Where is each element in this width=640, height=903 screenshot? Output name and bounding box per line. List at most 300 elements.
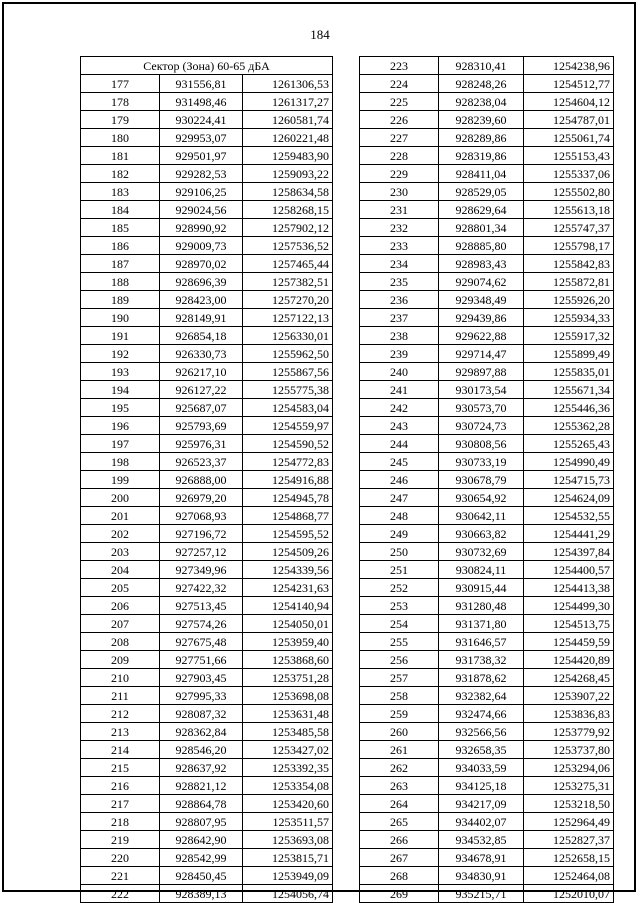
x-coordinate-cell: 934402,07 bbox=[439, 813, 524, 831]
x-coordinate-cell: 926127,22 bbox=[160, 381, 243, 399]
point-number-cell: 178 bbox=[81, 93, 160, 111]
x-coordinate-cell: 928642,90 bbox=[160, 831, 243, 849]
x-coordinate-cell: 932658,35 bbox=[439, 741, 524, 759]
point-number-cell: 234 bbox=[360, 255, 439, 273]
y-coordinate-cell: 1253836,83 bbox=[524, 705, 614, 723]
x-coordinate-cell: 926979,20 bbox=[160, 489, 243, 507]
x-coordinate-cell: 929074,62 bbox=[439, 273, 524, 291]
point-number-cell: 212 bbox=[81, 705, 160, 723]
x-coordinate-cell: 927995,33 bbox=[160, 687, 243, 705]
y-coordinate-cell: 1255671,34 bbox=[524, 381, 614, 399]
y-coordinate-cell: 1257465,44 bbox=[243, 255, 333, 273]
point-number-cell: 207 bbox=[81, 615, 160, 633]
y-coordinate-cell: 1254397,84 bbox=[524, 543, 614, 561]
table-row bbox=[81, 129, 333, 147]
table-row bbox=[81, 201, 333, 219]
table-row bbox=[81, 759, 333, 777]
y-coordinate-cell: 1254050,01 bbox=[243, 615, 333, 633]
point-number-cell: 213 bbox=[81, 723, 160, 741]
y-coordinate-cell: 1257382,51 bbox=[243, 273, 333, 291]
y-coordinate-cell: 1253751,28 bbox=[243, 669, 333, 687]
y-coordinate-cell: 1254532,55 bbox=[524, 507, 614, 525]
table-row bbox=[360, 867, 614, 885]
y-coordinate-cell: 1253275,31 bbox=[524, 777, 614, 795]
table-row bbox=[360, 237, 614, 255]
table-row bbox=[81, 741, 333, 759]
x-coordinate-cell: 929024,56 bbox=[160, 201, 243, 219]
point-number-cell: 223 bbox=[360, 57, 439, 75]
table-row bbox=[81, 543, 333, 561]
point-number-cell: 211 bbox=[81, 687, 160, 705]
table-row bbox=[360, 651, 614, 669]
x-coordinate-cell: 931738,32 bbox=[439, 651, 524, 669]
y-coordinate-cell: 1254559,97 bbox=[243, 417, 333, 435]
x-coordinate-cell: 929953,07 bbox=[160, 129, 243, 147]
y-coordinate-cell: 1254400,57 bbox=[524, 561, 614, 579]
point-number-cell: 215 bbox=[81, 759, 160, 777]
table-row bbox=[360, 741, 614, 759]
x-coordinate-cell: 930724,73 bbox=[439, 417, 524, 435]
y-coordinate-cell: 1254231,63 bbox=[243, 579, 333, 597]
x-coordinate-cell: 928801,34 bbox=[439, 219, 524, 237]
point-number-cell: 210 bbox=[81, 669, 160, 687]
point-number-cell: 239 bbox=[360, 345, 439, 363]
x-coordinate-cell: 930224,41 bbox=[160, 111, 243, 129]
point-number-cell: 240 bbox=[360, 363, 439, 381]
point-number-cell: 250 bbox=[360, 543, 439, 561]
table-row bbox=[360, 201, 614, 219]
x-coordinate-cell: 928637,92 bbox=[160, 759, 243, 777]
y-coordinate-cell: 1257270,20 bbox=[243, 291, 333, 309]
table-row bbox=[360, 75, 614, 93]
y-coordinate-cell: 1254509,26 bbox=[243, 543, 333, 561]
point-number-cell: 200 bbox=[81, 489, 160, 507]
table-row bbox=[81, 435, 333, 453]
point-number-cell: 228 bbox=[360, 147, 439, 165]
point-number-cell: 204 bbox=[81, 561, 160, 579]
table-row bbox=[360, 111, 614, 129]
point-number-cell: 183 bbox=[81, 183, 160, 201]
y-coordinate-cell: 1252658,15 bbox=[524, 849, 614, 867]
y-coordinate-cell: 1253631,48 bbox=[243, 705, 333, 723]
x-coordinate-cell: 925793,69 bbox=[160, 417, 243, 435]
y-coordinate-cell: 1254413,38 bbox=[524, 579, 614, 597]
coordinates-table-left bbox=[80, 56, 333, 903]
x-coordinate-cell: 930654,92 bbox=[439, 489, 524, 507]
y-coordinate-cell: 1253511,57 bbox=[243, 813, 333, 831]
x-coordinate-cell: 925687,07 bbox=[160, 399, 243, 417]
y-coordinate-cell: 1256330,01 bbox=[243, 327, 333, 345]
table-row bbox=[81, 345, 333, 363]
y-coordinate-cell: 1258268,15 bbox=[243, 201, 333, 219]
y-coordinate-cell: 1255747,37 bbox=[524, 219, 614, 237]
y-coordinate-cell: 1254590,52 bbox=[243, 435, 333, 453]
table-row bbox=[360, 507, 614, 525]
x-coordinate-cell: 928542,99 bbox=[160, 849, 243, 867]
table-row bbox=[360, 561, 614, 579]
table-row bbox=[360, 849, 614, 867]
y-coordinate-cell: 1254056,74 bbox=[243, 885, 333, 903]
y-coordinate-cell: 1255265,43 bbox=[524, 435, 614, 453]
table-row bbox=[360, 471, 614, 489]
table-row bbox=[360, 885, 614, 903]
table-row bbox=[81, 651, 333, 669]
x-coordinate-cell: 931878,62 bbox=[439, 669, 524, 687]
y-coordinate-cell: 1254604,12 bbox=[524, 93, 614, 111]
y-coordinate-cell: 1254420,89 bbox=[524, 651, 614, 669]
point-number-cell: 222 bbox=[81, 885, 160, 903]
point-number-cell: 231 bbox=[360, 201, 439, 219]
table-row bbox=[81, 147, 333, 165]
y-coordinate-cell: 1254238,96 bbox=[524, 57, 614, 75]
table-row bbox=[81, 255, 333, 273]
y-coordinate-cell: 1253218,50 bbox=[524, 795, 614, 813]
y-coordinate-cell: 1253959,40 bbox=[243, 633, 333, 651]
y-coordinate-cell: 1253779,92 bbox=[524, 723, 614, 741]
table-row bbox=[360, 327, 614, 345]
table-row bbox=[360, 525, 614, 543]
y-coordinate-cell: 1255061,74 bbox=[524, 129, 614, 147]
x-coordinate-cell: 935215,71 bbox=[439, 885, 524, 903]
point-number-cell: 254 bbox=[360, 615, 439, 633]
point-number-cell: 193 bbox=[81, 363, 160, 381]
point-number-cell: 225 bbox=[360, 93, 439, 111]
y-coordinate-cell: 1254441,29 bbox=[524, 525, 614, 543]
x-coordinate-cell: 928990,92 bbox=[160, 219, 243, 237]
y-coordinate-cell: 1252827,37 bbox=[524, 831, 614, 849]
y-coordinate-cell: 1261306,53 bbox=[243, 75, 333, 93]
table-row bbox=[360, 129, 614, 147]
x-coordinate-cell: 927675,48 bbox=[160, 633, 243, 651]
y-coordinate-cell: 1252010,07 bbox=[524, 885, 614, 903]
table-row bbox=[81, 687, 333, 705]
point-number-cell: 184 bbox=[81, 201, 160, 219]
x-coordinate-cell: 928970,02 bbox=[160, 255, 243, 273]
x-coordinate-cell: 928411,04 bbox=[439, 165, 524, 183]
y-coordinate-cell: 1255899,49 bbox=[524, 345, 614, 363]
x-coordinate-cell: 934125,18 bbox=[439, 777, 524, 795]
y-coordinate-cell: 1255775,38 bbox=[243, 381, 333, 399]
y-coordinate-cell: 1254459,59 bbox=[524, 633, 614, 651]
x-coordinate-cell: 928087,32 bbox=[160, 705, 243, 723]
point-number-cell: 199 bbox=[81, 471, 160, 489]
table-row bbox=[360, 345, 614, 363]
table-row bbox=[81, 615, 333, 633]
point-number-cell: 202 bbox=[81, 525, 160, 543]
y-coordinate-cell: 1255362,28 bbox=[524, 417, 614, 435]
x-coordinate-cell: 927196,72 bbox=[160, 525, 243, 543]
table-row bbox=[81, 291, 333, 309]
x-coordinate-cell: 930824,11 bbox=[439, 561, 524, 579]
table-row bbox=[360, 579, 614, 597]
x-coordinate-cell: 929622,88 bbox=[439, 327, 524, 345]
point-number-cell: 226 bbox=[360, 111, 439, 129]
point-number-cell: 198 bbox=[81, 453, 160, 471]
point-number-cell: 236 bbox=[360, 291, 439, 309]
y-coordinate-cell: 1253693,08 bbox=[243, 831, 333, 849]
y-coordinate-cell: 1254499,30 bbox=[524, 597, 614, 615]
point-number-cell: 209 bbox=[81, 651, 160, 669]
y-coordinate-cell: 1255613,18 bbox=[524, 201, 614, 219]
point-number-cell: 258 bbox=[360, 687, 439, 705]
y-coordinate-cell: 1254512,77 bbox=[524, 75, 614, 93]
point-number-cell: 261 bbox=[360, 741, 439, 759]
table-row bbox=[81, 831, 333, 849]
point-number-cell: 251 bbox=[360, 561, 439, 579]
x-coordinate-cell: 926523,37 bbox=[160, 453, 243, 471]
y-coordinate-cell: 1254624,09 bbox=[524, 489, 614, 507]
x-coordinate-cell: 927068,93 bbox=[160, 507, 243, 525]
y-coordinate-cell: 1260581,74 bbox=[243, 111, 333, 129]
x-coordinate-cell: 928239,60 bbox=[439, 111, 524, 129]
x-coordinate-cell: 929106,25 bbox=[160, 183, 243, 201]
y-coordinate-cell: 1253420,60 bbox=[243, 795, 333, 813]
x-coordinate-cell: 926854,18 bbox=[160, 327, 243, 345]
y-coordinate-cell: 1255962,50 bbox=[243, 345, 333, 363]
point-number-cell: 263 bbox=[360, 777, 439, 795]
x-coordinate-cell: 928696,39 bbox=[160, 273, 243, 291]
y-coordinate-cell: 1253485,58 bbox=[243, 723, 333, 741]
y-coordinate-cell: 1255867,56 bbox=[243, 363, 333, 381]
x-coordinate-cell: 930678,79 bbox=[439, 471, 524, 489]
point-number-cell: 179 bbox=[81, 111, 160, 129]
x-coordinate-cell: 930732,69 bbox=[439, 543, 524, 561]
point-number-cell: 221 bbox=[81, 867, 160, 885]
x-coordinate-cell: 931371,80 bbox=[439, 615, 524, 633]
x-coordinate-cell: 928529,05 bbox=[439, 183, 524, 201]
x-coordinate-cell: 929897,88 bbox=[439, 363, 524, 381]
table-row bbox=[81, 381, 333, 399]
y-coordinate-cell: 1255337,06 bbox=[524, 165, 614, 183]
table-row bbox=[81, 867, 333, 885]
table-row bbox=[360, 435, 614, 453]
point-number-cell: 206 bbox=[81, 597, 160, 615]
table-row bbox=[360, 687, 614, 705]
point-number-cell: 247 bbox=[360, 489, 439, 507]
y-coordinate-cell: 1252964,49 bbox=[524, 813, 614, 831]
point-number-cell: 230 bbox=[360, 183, 439, 201]
coordinates-table-right bbox=[359, 56, 614, 903]
point-number-cell: 188 bbox=[81, 273, 160, 291]
y-coordinate-cell: 1254715,73 bbox=[524, 471, 614, 489]
point-number-cell: 190 bbox=[81, 309, 160, 327]
table-row bbox=[360, 399, 614, 417]
table-row bbox=[81, 579, 333, 597]
x-coordinate-cell: 929009,73 bbox=[160, 237, 243, 255]
table-row bbox=[81, 489, 333, 507]
x-coordinate-cell: 931556,81 bbox=[160, 75, 243, 93]
point-number-cell: 268 bbox=[360, 867, 439, 885]
table-row bbox=[81, 453, 333, 471]
table-caption-row bbox=[81, 57, 333, 75]
table-row bbox=[360, 417, 614, 435]
y-coordinate-cell: 1254513,75 bbox=[524, 615, 614, 633]
x-coordinate-cell: 928821,12 bbox=[160, 777, 243, 795]
table-row bbox=[360, 309, 614, 327]
x-coordinate-cell: 934217,09 bbox=[439, 795, 524, 813]
x-coordinate-cell: 926217,10 bbox=[160, 363, 243, 381]
point-number-cell: 208 bbox=[81, 633, 160, 651]
table-row bbox=[81, 111, 333, 129]
x-coordinate-cell: 930808,56 bbox=[439, 435, 524, 453]
x-coordinate-cell: 928885,80 bbox=[439, 237, 524, 255]
table-row bbox=[360, 183, 614, 201]
y-coordinate-cell: 1253392,35 bbox=[243, 759, 333, 777]
x-coordinate-cell: 928864,78 bbox=[160, 795, 243, 813]
table-row bbox=[81, 93, 333, 111]
x-coordinate-cell: 930733,19 bbox=[439, 453, 524, 471]
table-row bbox=[360, 219, 614, 237]
point-number-cell: 205 bbox=[81, 579, 160, 597]
table-row bbox=[360, 489, 614, 507]
point-number-cell: 180 bbox=[81, 129, 160, 147]
table-row bbox=[360, 273, 614, 291]
table-row bbox=[81, 75, 333, 93]
point-number-cell: 245 bbox=[360, 453, 439, 471]
table-row bbox=[360, 543, 614, 561]
x-coordinate-cell: 931280,48 bbox=[439, 597, 524, 615]
x-coordinate-cell: 928450,45 bbox=[160, 867, 243, 885]
point-number-cell: 229 bbox=[360, 165, 439, 183]
x-coordinate-cell: 925976,31 bbox=[160, 435, 243, 453]
table-row bbox=[81, 417, 333, 435]
x-coordinate-cell: 928629,64 bbox=[439, 201, 524, 219]
point-number-cell: 177 bbox=[81, 75, 160, 93]
point-number-cell: 219 bbox=[81, 831, 160, 849]
point-number-cell: 243 bbox=[360, 417, 439, 435]
y-coordinate-cell: 1253907,22 bbox=[524, 687, 614, 705]
point-number-cell: 269 bbox=[360, 885, 439, 903]
table-row bbox=[81, 327, 333, 345]
x-coordinate-cell: 928423,00 bbox=[160, 291, 243, 309]
table-row bbox=[81, 183, 333, 201]
point-number-cell: 187 bbox=[81, 255, 160, 273]
x-coordinate-cell: 930915,44 bbox=[439, 579, 524, 597]
table-row bbox=[360, 363, 614, 381]
x-coordinate-cell: 927513,45 bbox=[160, 597, 243, 615]
table-row bbox=[81, 471, 333, 489]
point-number-cell: 196 bbox=[81, 417, 160, 435]
x-coordinate-cell: 928362,84 bbox=[160, 723, 243, 741]
y-coordinate-cell: 1255835,01 bbox=[524, 363, 614, 381]
point-number-cell: 217 bbox=[81, 795, 160, 813]
x-coordinate-cell: 929714,47 bbox=[439, 345, 524, 363]
point-number-cell: 218 bbox=[81, 813, 160, 831]
table-row bbox=[360, 813, 614, 831]
point-number-cell: 264 bbox=[360, 795, 439, 813]
table-row bbox=[81, 705, 333, 723]
y-coordinate-cell: 1255842,83 bbox=[524, 255, 614, 273]
table-row bbox=[81, 723, 333, 741]
x-coordinate-cell: 929282,53 bbox=[160, 165, 243, 183]
point-number-cell: 220 bbox=[81, 849, 160, 867]
y-coordinate-cell: 1253868,60 bbox=[243, 651, 333, 669]
point-number-cell: 216 bbox=[81, 777, 160, 795]
table-row bbox=[360, 705, 614, 723]
x-coordinate-cell: 926330,73 bbox=[160, 345, 243, 363]
y-coordinate-cell: 1252464,08 bbox=[524, 867, 614, 885]
y-coordinate-cell: 1255153,43 bbox=[524, 147, 614, 165]
y-coordinate-cell: 1253427,02 bbox=[243, 741, 333, 759]
table-row bbox=[360, 831, 614, 849]
table-row bbox=[81, 561, 333, 579]
point-number-cell: 232 bbox=[360, 219, 439, 237]
y-coordinate-cell: 1257536,52 bbox=[243, 237, 333, 255]
x-coordinate-cell: 930173,54 bbox=[439, 381, 524, 399]
x-coordinate-cell: 929501,97 bbox=[160, 147, 243, 165]
x-coordinate-cell: 934532,85 bbox=[439, 831, 524, 849]
point-number-cell: 227 bbox=[360, 129, 439, 147]
x-coordinate-cell: 931498,46 bbox=[160, 93, 243, 111]
table-row bbox=[81, 849, 333, 867]
x-coordinate-cell: 934830,91 bbox=[439, 867, 524, 885]
table-row bbox=[360, 453, 614, 471]
x-coordinate-cell: 927257,12 bbox=[160, 543, 243, 561]
x-coordinate-cell: 927903,45 bbox=[160, 669, 243, 687]
point-number-cell: 235 bbox=[360, 273, 439, 291]
point-number-cell: 249 bbox=[360, 525, 439, 543]
table-row bbox=[360, 777, 614, 795]
y-coordinate-cell: 1255926,20 bbox=[524, 291, 614, 309]
point-number-cell: 257 bbox=[360, 669, 439, 687]
x-coordinate-cell: 928149,91 bbox=[160, 309, 243, 327]
table-row bbox=[81, 669, 333, 687]
table-row bbox=[360, 597, 614, 615]
y-coordinate-cell: 1255502,80 bbox=[524, 183, 614, 201]
x-coordinate-cell: 928319,86 bbox=[439, 147, 524, 165]
table-row bbox=[360, 165, 614, 183]
point-number-cell: 224 bbox=[360, 75, 439, 93]
y-coordinate-cell: 1253949,09 bbox=[243, 867, 333, 885]
y-coordinate-cell: 1254772,83 bbox=[243, 453, 333, 471]
y-coordinate-cell: 1257902,12 bbox=[243, 219, 333, 237]
point-number-cell: 253 bbox=[360, 597, 439, 615]
table-row bbox=[81, 399, 333, 417]
point-number-cell: 252 bbox=[360, 579, 439, 597]
point-number-cell: 246 bbox=[360, 471, 439, 489]
y-coordinate-cell: 1254140,94 bbox=[243, 597, 333, 615]
table-row bbox=[81, 525, 333, 543]
point-number-cell: 244 bbox=[360, 435, 439, 453]
y-coordinate-cell: 1254268,45 bbox=[524, 669, 614, 687]
table-row bbox=[81, 885, 333, 903]
point-number-cell: 197 bbox=[81, 435, 160, 453]
y-coordinate-cell: 1254583,04 bbox=[243, 399, 333, 417]
x-coordinate-cell: 928238,04 bbox=[439, 93, 524, 111]
point-number-cell: 191 bbox=[81, 327, 160, 345]
table-row bbox=[81, 777, 333, 795]
y-coordinate-cell: 1254595,52 bbox=[243, 525, 333, 543]
x-coordinate-cell: 928546,20 bbox=[160, 741, 243, 759]
y-coordinate-cell: 1253294,06 bbox=[524, 759, 614, 777]
y-coordinate-cell: 1254868,77 bbox=[243, 507, 333, 525]
x-coordinate-cell: 931646,57 bbox=[439, 633, 524, 651]
x-coordinate-cell: 932566,56 bbox=[439, 723, 524, 741]
point-number-cell: 185 bbox=[81, 219, 160, 237]
point-number-cell: 267 bbox=[360, 849, 439, 867]
point-number-cell: 237 bbox=[360, 309, 439, 327]
x-coordinate-cell: 927349,96 bbox=[160, 561, 243, 579]
table-row bbox=[81, 813, 333, 831]
y-coordinate-cell: 1259093,22 bbox=[243, 165, 333, 183]
y-coordinate-cell: 1255917,32 bbox=[524, 327, 614, 345]
y-coordinate-cell: 1255798,17 bbox=[524, 237, 614, 255]
x-coordinate-cell: 927751,66 bbox=[160, 651, 243, 669]
point-number-cell: 238 bbox=[360, 327, 439, 345]
y-coordinate-cell: 1257122,13 bbox=[243, 309, 333, 327]
y-coordinate-cell: 1255872,81 bbox=[524, 273, 614, 291]
point-number-cell: 214 bbox=[81, 741, 160, 759]
